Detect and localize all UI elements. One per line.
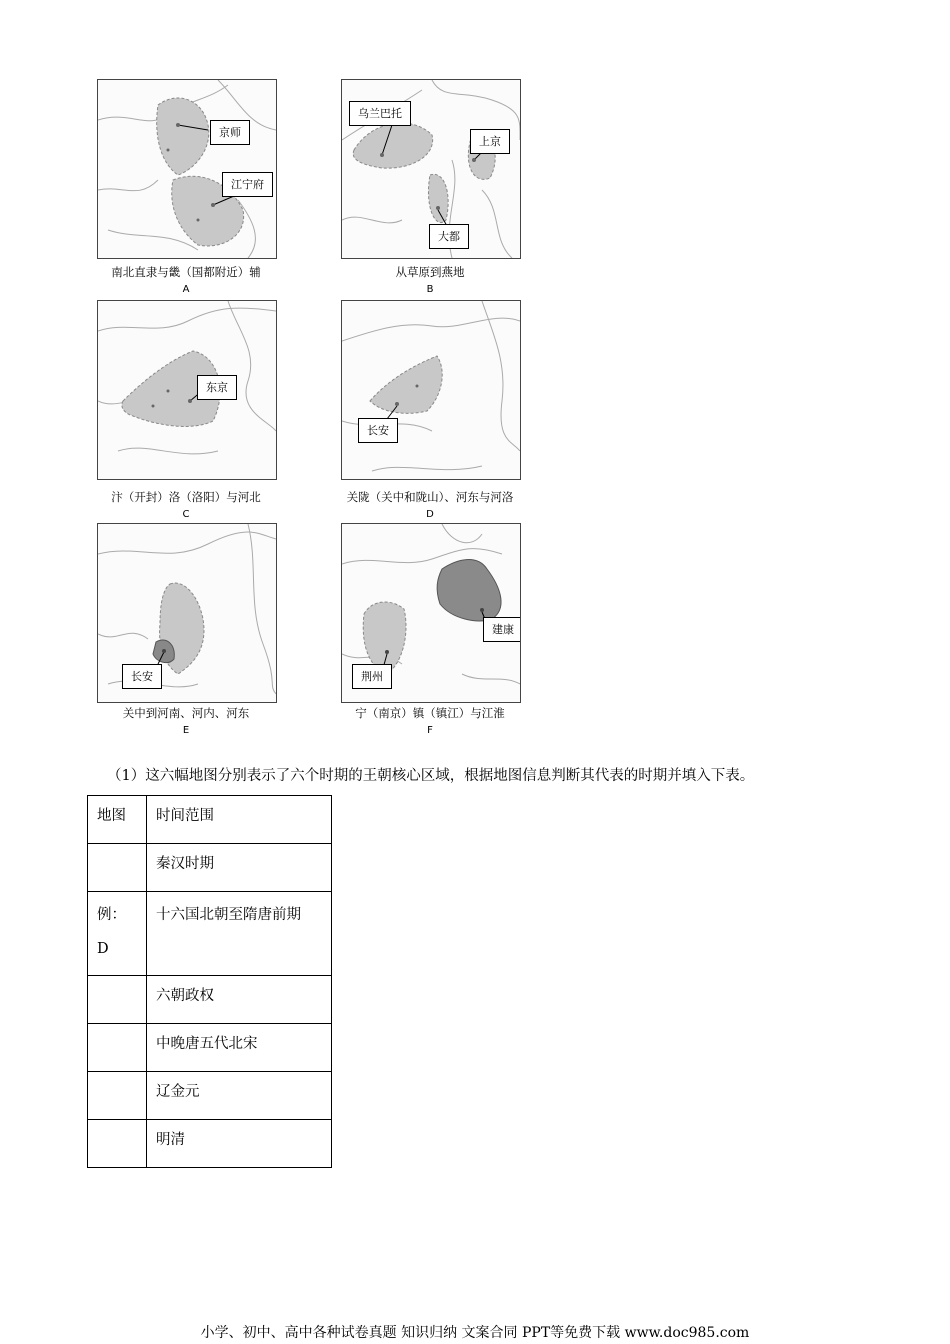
map-d-label-1: 长安 [358,418,398,443]
map-a-label-2: 江宁府 [222,172,273,197]
row-4-map[interactable] [88,1024,147,1072]
map-c-letter: C [182,509,190,520]
table-row [88,1120,332,1168]
map-f-letter: F [427,725,433,736]
map-e-caption: 关中到河南、河内、河东 [122,706,250,720]
map-a-caption: 南北直隶与畿（国都附近）辅 [111,265,261,279]
row-6-map[interactable] [88,1120,147,1168]
map-f [341,523,521,703]
header-period: 时间范围 [147,796,332,844]
map-a-drawing [98,80,276,258]
question-text: （1）这六幅地图分别表示了六个时期的王朝核心区域，根据地图信息判断其代表的时期并填入下表。 [107,768,755,784]
map-c-label-1: 东京 [197,375,237,400]
row-4-period: 中晚唐五代北宋 [147,1024,332,1072]
footer-text: 小学、初中、高中各种试卷真题 知识归纳 文案合同 PPT等免费下载 www.doc985.com [200,1325,750,1341]
row-2-period: 十六国北朝至隋唐前期 [147,892,332,976]
map-d [341,300,521,480]
header-map: 地图 [88,796,147,844]
map-a [97,79,277,259]
row-1-map[interactable] [88,844,147,892]
map-d-drawing [342,301,520,479]
row-6-period: 明清 [147,1120,332,1168]
map-d-caption: 关陇（关中和陇山）、河东与河洛 [346,490,514,504]
map-a-label-1: 京师 [210,120,250,145]
answer-table [87,795,332,1168]
map-e-letter: E [182,725,190,736]
table-header-row [88,796,332,844]
row-2-map[interactable]: 例：D [88,892,147,976]
map-b [341,79,521,259]
table-row [88,892,332,976]
table-row [88,844,332,892]
map-c [97,300,277,480]
row-5-map[interactable] [88,1072,147,1120]
map-f-caption: 宁（南京）镇（镇江）与江淮 [355,706,505,720]
map-d-letter: D [426,509,434,520]
map-f-label-1: 建康 [483,617,521,642]
map-a-letter: A [182,284,190,295]
map-b-label-1: 乌兰巴托 [349,101,411,126]
map-b-label-3: 大都 [429,224,469,249]
table-row [88,1072,332,1120]
map-e [97,523,277,703]
map-b-letter: B [426,284,434,295]
table-row [88,976,332,1024]
map-e-label-1: 长安 [122,664,162,689]
row-1-period: 秦汉时期 [147,844,332,892]
map-b-label-2: 上京 [470,129,510,154]
map-b-caption: 从草原到燕地 [395,265,465,279]
map-c-caption: 汴（开封）洛（洛阳）与河北 [111,490,261,504]
row-3-map[interactable] [88,976,147,1024]
row-5-period: 辽金元 [147,1072,332,1120]
map-f-label-2: 荆州 [352,664,392,689]
map-c-drawing [98,301,276,479]
table-row [88,1024,332,1072]
row-3-period: 六朝政权 [147,976,332,1024]
